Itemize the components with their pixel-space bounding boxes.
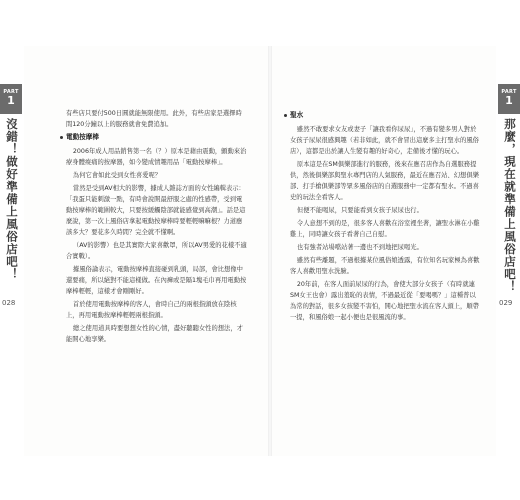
right-part-tab — [498, 84, 520, 114]
body-paragraph: 2006年成人用品銷售第一名（？）原本是藉由震動，顫動來治療身體痠痛的按摩器，如今變成情趣用品「電動按摩棒」。 — [66, 148, 247, 166]
bullet-icon — [284, 114, 287, 117]
section-heading-text: 電動按摩棒 — [66, 133, 99, 141]
right-vertical-title: 那麼，現在就準備上風俗店吧！ — [503, 118, 517, 293]
body-paragraph: 但便不能喝尿，只要能看到女孩子尿尿也行。 — [296, 207, 423, 214]
body-paragraph: 據風俗論表示，電動按摩棒直接碰到乳頭，局部，會比想像中還要痛，所以絕對不能這樣做。在內褲或是隔1塊毛巾再用電動按摩棒輕輕，這樣才會剛剛好。 — [66, 266, 247, 295]
book-gutter — [268, 46, 272, 456]
left-part-tab — [0, 84, 22, 114]
body-paragraph: 雖然不敢要求女友或妻子「讓我看你尿尿」，不過有變多男人對於女孩子尿尿很感興趣（若非如此，就不會冒出這麼多主打聖水的風俗店），這都是出於讓人生變有趣的好奇心，走備後才懂的玩心。 — [290, 126, 479, 155]
body-paragraph: 有些店只要付500日圓就能無限使用。此外，有些店家是選擇時間120分鐘以上的服務就會免費追加。 — [66, 110, 242, 128]
body-paragraph: 20年前，在客人面前尿尿的行為，會使大部分女孩子（有時就連SM女王也會）露出羞恥的表情，不過最近從「要喝嗎？」這種普以為常的對話，很多女孩變不害怕，開心地把聖水流在客人頭上，順帶一提，和風俗娘一起小便也是很風流的事。 — [290, 281, 479, 321]
bullet-icon — [60, 136, 63, 139]
left-text-column — [66, 108, 248, 347]
section-heading-text: 聖水 — [290, 111, 304, 119]
left-vertical-title: 沒錯！做好準備上風俗店吧！ — [5, 118, 19, 281]
right-part-label: PART — [501, 89, 517, 95]
right-part-number: 1 — [505, 94, 513, 107]
body-paragraph: 總之使用道具時要想想女性的心情，盡好聽聽女性的想法，才能開心地享樂。 — [66, 325, 243, 343]
left-part-label: PART — [3, 89, 19, 95]
body-paragraph: 雖然有些離題，不過根據某位風俗娘透露，有位知名玩家極為喜歡客人喜歡用聖水洗臉。 — [290, 257, 480, 275]
body-paragraph: 首於使用電動按摩棒的客人，會時自己的兩根指頭放在陰核上，再用電動按摩棒輕輕兩根指頭。 — [66, 301, 237, 319]
right-text-column — [290, 108, 480, 325]
section-heading-vibrator — [60, 132, 248, 143]
section-heading-holy-water — [284, 110, 480, 121]
body-paragraph: 為何它會如此受到女性喜愛呢？ — [72, 172, 162, 179]
body-paragraph: （AV的影響）也是其實際大家喜歡罩，所以AV男愛的花樣不適合實戰）。 — [66, 242, 247, 260]
body-paragraph: 原本這是在SM俱樂部進行的服務，後來在應召店作為自選服務提供，然後俱樂部與聖水專門店的人氣服務，最近在應召站、幻想俱樂部、打手槍俱樂部等眾多風俗店的自選服務中一定都有聖水。不過喜史的玩法全看客人。 — [290, 161, 479, 201]
left-part-number: 1 — [7, 94, 15, 107]
body-paragraph: 也有強者站場噹站著一邊也不到地把尿喝光。 — [296, 244, 423, 251]
body-paragraph: 令人意想不到的是，很多客人喜歡在浴室裡坐著，讓聖水淋在小雞雞上，同時讓女孩子看著自己自慰。 — [290, 220, 480, 238]
right-page-number: 029 — [499, 299, 513, 307]
left-page-number: 028 — [2, 299, 16, 307]
body-paragraph: 當然是受到AV相大的影響，據成人雜誌方面的女性編輯表示：「我蛋只能刺激一點，有時會說開最舒服之處的性感帶，受到電動按摩棒的範圍較大，只要按緩觸陰部就能感覺到高潮」。話是這麼說，第一次上風俗店拿起電動按摩棒時要輕輕嘛嘛根？力道應該多大？要花多久時間？完全就不懂啊。 — [66, 185, 246, 236]
